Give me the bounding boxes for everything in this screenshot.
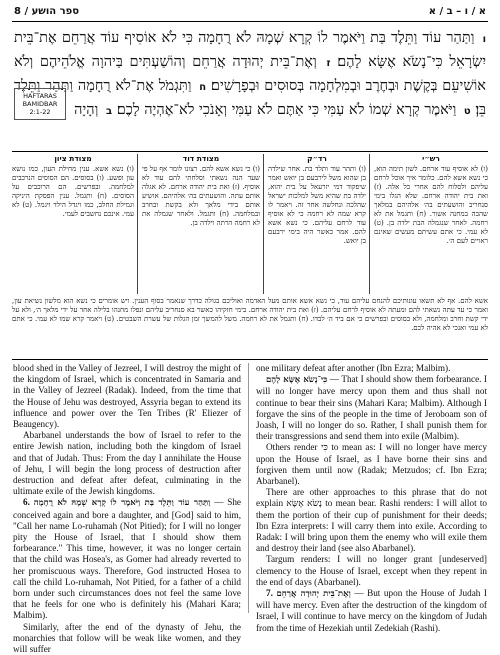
page-header [14,4,486,20]
column-divider [137,154,138,294]
paragraph: There are other approaches to this phrase that do not explain נָשֹׂא אֶשָּׂא to mean bear. Rashi renders: I will allot to them the portion of their cup of punishment for their deeds; Ibn Ezra interprets: I will carry them into exile. According to Radak: I will bring upon them the enemy who will exile them and destroy their land (see also Abarbanel). [256,487,487,554]
verse-text: וְאֶת־בֵּית יְהוּדָה אֲרַחֵם וְהוֹשַׁעְתִּים בַּיהוָה אֱלֹהֵיהֶם וְלֹא אוֹשִׁיעֵם בְּקֶשֶׁת וּבְחֶרֶב וּבְמִלְחָמָה בְּסוּסִים וּבְפָרָשִׁים׃ [14,54,487,94]
paragraph: Abarbanel understands the bow of Israel to refer to the entire Jewish nation, including both the kingdom of Israel and that of Judah. Thus: From the day I annihilate the House of Jehu, I will begin the long process of destruction after destruction and defeat after defeat, culminating in the ultimate exile of the Jewish kingdoms. [13,430,241,497]
paragraph: Similarly, after the end of the dynasty of Jehu, the monarchies that follow will be weak like women, and they will suffer [13,621,241,655]
paragraph-text: — She conceived again and bore a daughter, and [God] said to him, "Call her name Lo-ruhamah (Not Pitied); for I will no longer pity the House of Israel, that I should show them forbearance." This time, however, it was no longer certain that the child was Hosea's, as Gomer had already reverted to her promiscuous ways. Therefore, God instructed Hosea to call the child Lo-ruhamah, Not Pitied, for a father of a child born under such circumstances does not feel the same love that he feels for one who is definitely his (Mahari Kara; Malbim). [13,497,242,621]
paragraph-text: — That I should show them forbearance. I will no longer have mercy upon them and thus shall not continue to bear their sins (Mahari Kara; Malbim). Although I forgave the sins of the people in the time of Jeroboam son of Joash, I will no longer do so. Rather, I shall punish them for their transgressions and send them into exile (Malbim). [256,374,487,442]
metzudas-david-text: (ו) כי נשא אשא להם. רצונו לומר אף על פי שעד הנה נשאתי וסלחתי להם עוד לא אוסיף. (ז) ואת בית יהודה ארחם. לא אגלה אותם עתה. והושעתים בה׳ אלהיהם. אושיע אותם בידי מלאך ולא בקשת ובחרב ובמלחמה. (ח) ותגמל. ולאחר שגמלה את לא רחמה הרתה וילדה בן. [142,165,260,227]
english-left-column [13,363,242,655]
verse-text: וַיֹּאמֶר קְרָא שְׁמוֹ לֹא עַמִּי כִּי אַתֶּם לֹא עַמִּי וְאָנֹכִי לֹא־אֶהְיֶה לָכֶם׃ [116,102,457,118]
header-chapter-verse: א / ו – ב / א [428,6,486,17]
haftaras-box [14,88,66,120]
column-divider [369,154,370,294]
metzudas-tzion-text: (ו) נשא אשא. ענין מחילת העון, כמו נושא עון ופשע. (ז) בסוסים. הם הסוסים הנרכבים למלחמה. ובפרשים. הם הרוכבים על הסוסים. (ח) ותגמל. ענין הפסקת היניקה וגמילת החלב, כמו ויגדל הילד ויגמל. (ט) לא עמי. אינכם נחשבים לעמי. [12,165,134,218]
verse-text: וְהָיָה [74,102,99,118]
haftaras-parsha: BAMIDBAR [22,100,58,108]
full-commentary-text: אשא להם. אף לא תשאו עונותיכם להנחם עליהם עוד, כי נשא אשא אותם מעל האדמה ואוליכם בגולה כדרך שנאמר בסוף הענין. ויש אומרים כי נשא הוא מלשון נשיאת עון, ואמר כי עד עתה נשאתי להם ומעתה לא אוסיף לרחם עליהם. (ז) ואת בית יהודה ארחם. בימי חזקיהו כאשר בא סנחריב עליהם ונפלו מחנהו בלילה אחד על ידי מלאך ה׳, ולא על ידי קשת וחרב ומלחמה, ולא בסוסים ובפרשים כי אם ביד ה׳ לבדו. (ח) ותגמל את לא רחמה. משל להמשך זמן הגלות של עשרת השבטים. (ט) ויאמר קרא שמו לא עמי. כי אתם לא עמי ואנכי לא אהיה לכם. [12,297,488,332]
hebrew-lemma: כִּי־נָשֹׂא אֶשָּׂא לָהֶם [266,375,328,386]
paragraph [13,497,241,621]
verse-text: וַתִּגְמֹל אֶת־לֹא רֻחָמָה וַתַּהַר וַתֵּלֶד בֵּן׃ [14,78,486,118]
full-width-commentary [12,297,488,357]
rashi-title: רש״י [422,154,440,163]
metzudas-tzion-title: מצודת ציון [54,154,92,163]
commentary-rule [12,359,488,360]
chapter-number: ב [105,106,113,117]
radak-title: רד״ק [307,154,327,163]
hebrew-lemma: וְאֶת־בֵּית יְהוּדָה אֲרַחֵם [276,589,351,600]
paragraph: Targum renders: I will no longer grant [undeserved] clemency to the House of Israel, except when they repent in the end of days (Abarbanel). [256,554,487,587]
metzudas-david-title: מצודת דוד [182,154,220,163]
verse-number: ט [463,106,471,117]
commentary-area [12,154,488,358]
paragraph: one military defeat after another (Ibn Ezra; Malbim). [256,363,451,373]
haftaras-range: 2:1-22 [29,108,51,116]
header-book-title: 8 / ספר הושע [14,6,79,17]
paragraph [256,588,487,634]
hebrew-lemma: וַתַּהַר עוֹד וַתֵּלֶד בַּת וַיֹּאמֶר לוֹ קְרָא שְׁמָהּ לֹא רֻחָמָה [33,498,211,509]
verse-number: ז [326,58,331,69]
column-divider [263,154,264,294]
header-rule [12,21,488,22]
verse-number: ח [199,82,207,93]
verse-text: וַתַּהַר עוֹד וַתֵּלֶד בַּת וַיֹּאמֶר לוֹ קְרָא שְׁמָהּ לֹא רֻחָמָה כִּי לֹא אוֹסִיף עוֹד אֲרַחֵם אֶת־בֵּית יִשְׂרָאֵל כִּי־נָשֹׂא אֶשָּׂא לָהֶם׃ [14,30,487,70]
rashi-column [374,154,488,294]
paragraph: Others render כִּי to mean as: I will no longer have mercy upon the House of Israel, as I have borne their sins and forgiven them until now (Radak; Metzudos; cf. Ibn Ezra; Abarbanel). [256,442,487,487]
haftaras-label: HAFTARAS [23,92,57,100]
verse-number: 7. [266,588,273,599]
rashi-text: (ו) לא אוסיף עוד ארחם. לשון תימה הוא, כי נשא אשא להם. כלומר איך אוכל לרחם עליהם ולסלוח להם אחרי כל אלה. (ז) ואת בית יהודה ארחם. שלא הגלו בימי סנחריב והושעתים בה׳ אלהיהם במלאך שהכה במחנה אשור. (ח) ותגמל את לא רחמה. לאחר שנגמלה הבת ילדה בן. (ט) לא עמי. כי אתם עשיתם מעשים שאינם ראויים לעם ה׳. [374,165,488,245]
english-column-divider [248,363,249,613]
paragraph-text: — But upon the House of Judah I will have mercy. Even after the destruction of the kingdom of Israel, I will continue to have mercy on the kingdom of Judah from the time of Hezekiah until Zedekiah (Rashi). [256,588,487,633]
metzudas-david-column [142,154,260,294]
paragraph: blood shed in the Valley of Jezreel, I will destroy the might of the kingdom of Israel, which is concentrated in Samaria and in the Valley of Jezreel (Radak). Indeed, from the time that the House of Jehu was destroyed, Assyria began to extend its influence and power over the Ten Tribes (R' Eliezer of Beaugency). [13,363,241,430]
metzudas-tzion-column [12,154,134,294]
radak-column [268,154,366,294]
radak-text: (ו) ותהר עוד ותלד בת. אחר שילדה בן שהוא משל לירבעם בן יואש ואמר שיפקוד דמי יזרעאל על בית יהוא, ילדה בת שהיא משל למלכות ישראל שהלכה ונחלשה אחר זה. ויאמר לו קרא שמה לא רחמה כי לא אוסיף עוד לרחם עליהם. כי נשא אשא להם. אמר כאשר היה בימי ירבעם בן יואש. [268,165,366,245]
hebrew-scripture-text [14,27,486,150]
english-right-column [256,363,487,633]
scripture-rule [12,151,488,152]
paragraph [256,374,487,442]
verse-number: ו [482,34,487,45]
verse-number: 6. [23,497,30,508]
